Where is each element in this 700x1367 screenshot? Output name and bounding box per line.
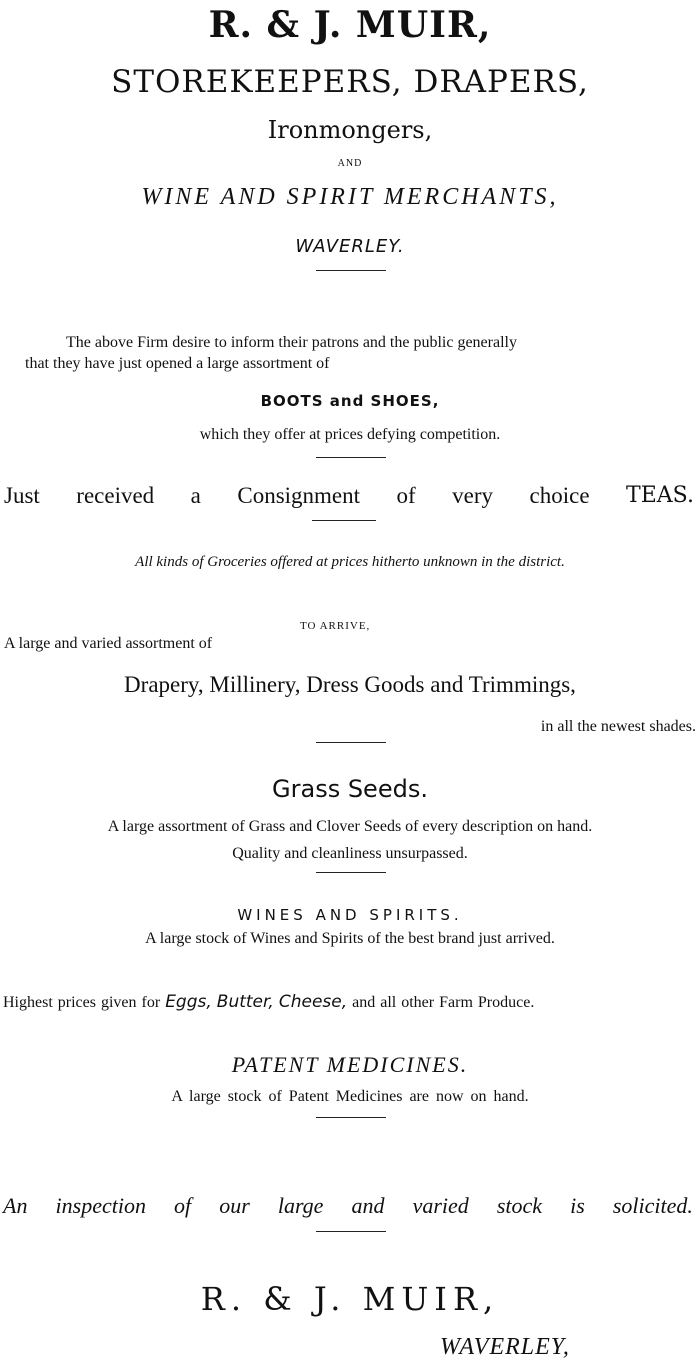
- divider-rule: [316, 1117, 386, 1118]
- closing-word: of: [174, 1193, 192, 1218]
- drapery-heading: Drapery, Millinery, Dress Goods and Trimmings,: [124, 672, 576, 697]
- boots-heading: BOOTS and SHOES,: [260, 392, 440, 410]
- medicines-text: A large stock of Patent Medicines are now on hand.: [171, 1088, 529, 1105]
- teas-word: very: [452, 483, 494, 508]
- divider-rule: [316, 872, 386, 873]
- teas-word: of: [396, 483, 416, 508]
- closing-word: varied: [412, 1193, 469, 1218]
- footer-firm-name: R. & J. MUIR,: [200, 1280, 500, 1318]
- closing-word: large: [277, 1193, 324, 1218]
- boots-intro-text-2: that they have just opened a large assortment of: [25, 355, 330, 372]
- grass-seeds-quality-text: Quality and cleanliness unsurpassed.: [232, 845, 468, 862]
- grass-seeds-text: A large assortment of Grass and Clover Seeds of every description on hand.: [107, 818, 593, 835]
- grass-seeds-heading: Grass Seeds.: [272, 775, 428, 803]
- closing-word: solicited.: [612, 1193, 693, 1218]
- teas-word: Just: [4, 483, 40, 508]
- location-line: WAVERLEY.: [295, 236, 405, 257]
- wines-text: A large stock of Wines and Spirits of the best brand just arrived.: [145, 930, 555, 947]
- divider-rule: [312, 520, 376, 521]
- teas-word: a: [190, 483, 201, 508]
- groceries-text: All kinds of Groceries offered at prices hitherto unknown in the district.: [135, 554, 565, 570]
- wines-heading: WINES AND SPIRITS.: [237, 906, 463, 924]
- ironmongers-line: Ironmongers,: [267, 116, 433, 144]
- merchants-line: WINE AND SPIRIT MERCHANTS,: [141, 184, 559, 210]
- footer-location: WAVERLEY,: [440, 1334, 570, 1360]
- medicines-heading: PATENT MEDICINES.: [231, 1052, 469, 1077]
- and-connector: AND: [337, 158, 363, 169]
- produce-eggs: Eggs,: [165, 992, 212, 1012]
- produce-line: [3, 992, 697, 1012]
- produce-prefix: Highest prices given for: [3, 994, 161, 1011]
- closing-word: our: [219, 1193, 250, 1218]
- inspection-line: [3, 1193, 693, 1219]
- teas-word: TEAS.: [626, 483, 694, 508]
- trades-heading: STOREKEEPERS, DRAPERS,: [111, 64, 589, 100]
- divider-rule: [316, 457, 386, 458]
- teas-word: Consignment: [237, 483, 361, 508]
- divider-rule: [316, 742, 386, 743]
- divider-rule: [316, 1231, 386, 1232]
- closing-word: is: [570, 1193, 585, 1218]
- to-arrive-label: TO ARRIVE,: [300, 620, 371, 632]
- closing-word: stock: [496, 1193, 543, 1218]
- produce-suffix: and all other Farm Produce.: [352, 994, 535, 1011]
- firm-name-heading: R. & J. MUIR,: [208, 4, 492, 46]
- divider-rule: [316, 270, 386, 271]
- teas-word: choice: [529, 483, 590, 508]
- boots-offer-text: which they offer at prices defying competition.: [199, 426, 501, 443]
- closing-word: inspection: [55, 1193, 146, 1218]
- closing-word: An: [3, 1193, 28, 1218]
- produce-cheese: Cheese,: [278, 992, 348, 1012]
- newest-shades-text: in all the newest shades.: [540, 718, 696, 735]
- teas-announcement: [4, 483, 694, 509]
- teas-word: received: [76, 483, 155, 508]
- produce-butter: Butter,: [216, 992, 274, 1012]
- closing-word: and: [351, 1193, 385, 1218]
- boots-intro-text: The above Firm desire to inform their patrons and the public generally: [66, 334, 517, 351]
- drapery-intro-text: A large and varied assortment of: [4, 635, 213, 652]
